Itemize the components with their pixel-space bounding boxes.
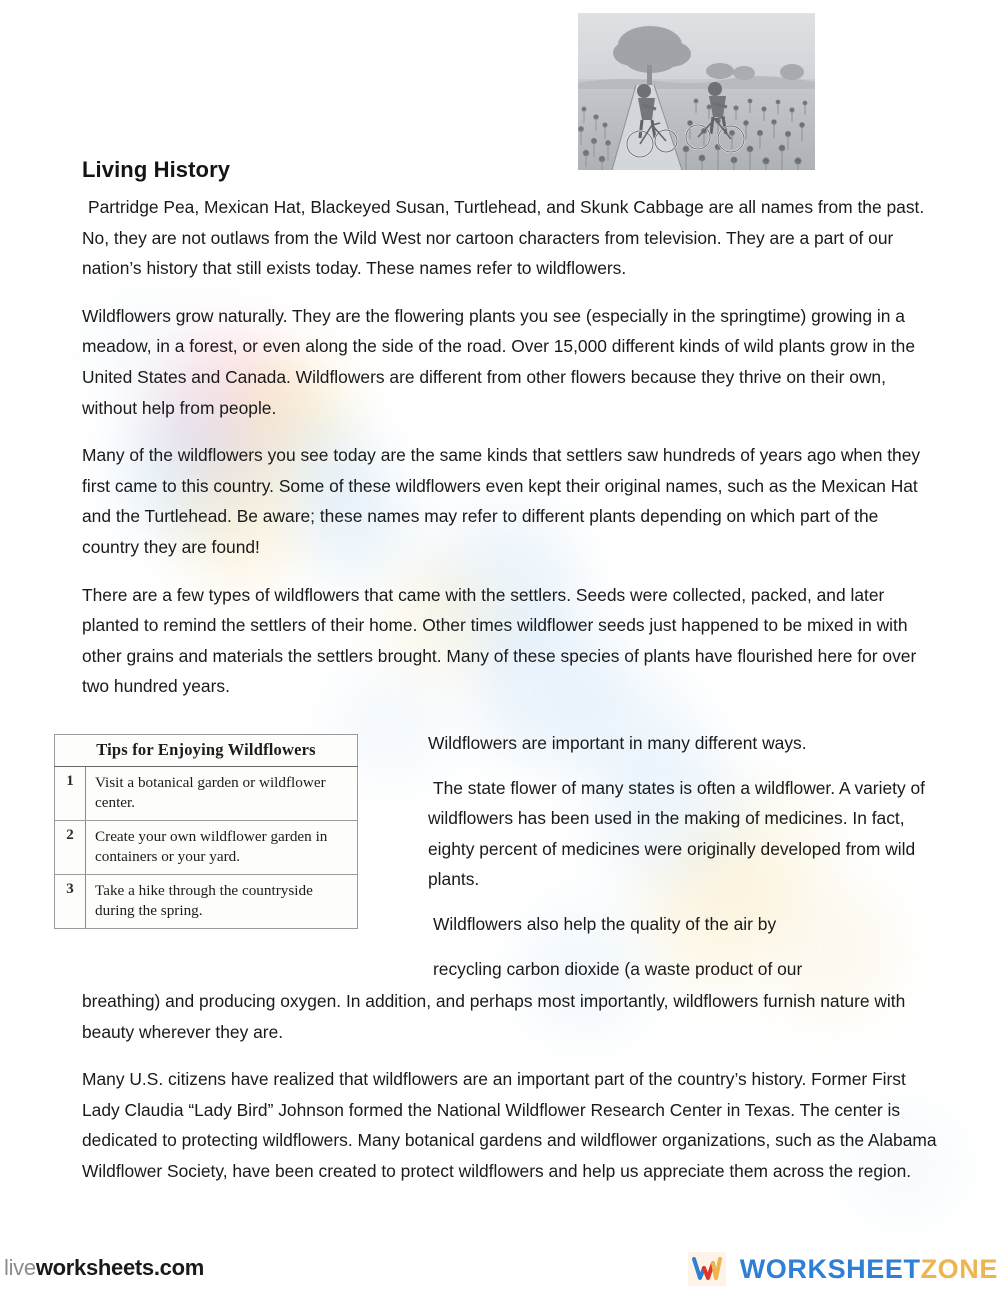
liveworksheets-brand-bold: worksheets.com [35,1255,205,1280]
right-paragraph-4: recycling carbon dioxide (a waste product of our [433,958,803,979]
paragraph-1: Partridge Pea, Mexican Hat, Blackeyed Susan, Turtlehead, and Skunk Cabbage are all names from the past. No, they are not outlaws from the Wild West nor cartoon characters from television. They are a part of our nation’s history that still exists today. These names refer to wildflowers. [82,197,925,279]
tip-number: 2 [55,821,86,875]
tail-paragraph-2: Many U.S. citizens have realized that wildflowers are an important part of the country’s history. Former First Lady Claudia “Lady Bird” Johnson formed the National Wildflower Research Center in Texas. The center is dedicated to protecting wildflowers. Many botanical gardens and wildflower organizations, such as the Alabama Wildflower Society, have been created to protect wildflowers and help us appreciate them across the region. [82,1069,937,1181]
tip-number: 3 [55,875,86,929]
table-row [55,875,358,929]
tips-for-enjoying-wildflowers-table [54,734,358,929]
right-paragraph-2: The state flower of many states is often a wildflower. A variety of wildflowers has been used in the making of medicines. In fact, eighty percent of medicines were originally developed from wild plants. [428,777,925,890]
tail-paragraph-1: breathing) and producing oxygen. In addition, and perhaps most importantly, wildflowers furnish nature with beauty wherever they are. [82,991,906,1042]
right-paragraph-1: Wildflowers are important in many different ways. [428,733,807,753]
worksheetzone-wordmark [740,1254,998,1285]
wordmark-worksheet: WORKSHEET [739,1253,921,1284]
paragraph-3: Many of the wildflowers you see today are the same kinds that settlers saw hundreds of years ago when they first came to this country. Some of these wildflowers even kept their original names, such as the Mexican Hat and the Turtlehead. Be aware; these names may refer to different plants depending on which part of the country they are found! [82,445,921,557]
tip-text: Take a hike through the countryside during the spring. [86,875,358,929]
tip-text: Create your own wildflower garden in containers or your yard. [86,821,358,875]
page-title: Living History [82,156,231,182]
worksheetzone-brand [688,1252,998,1286]
tips-table-caption: Tips for Enjoying Wildflowers [96,740,316,759]
right-column-text [428,728,940,998]
table-row [55,821,358,875]
article-body [82,192,940,719]
liveworksheets-brand-light: live [4,1255,36,1280]
wildflower-bikers-illustration [578,13,815,170]
tip-text: Visit a botanical garden or wildflower center. [86,767,358,821]
mid-section [0,728,1000,978]
paragraph-2: Wildflowers grow naturally. They are the flowering plants you see (especially in the springtime) growing in a meadow, in a forest, or even along the side of the road. Over 15,000 different kinds of wild plants grow in the United States and Canada. Wildflowers are different from other flowers because they thrive on their own, without help from people. [82,305,915,418]
right-paragraph-3: Wildflowers also help the quality of the air by [433,913,777,934]
tips-table-caption-cell [55,735,358,767]
page-footer [0,1248,1000,1291]
table-caption-row [55,735,358,767]
tail-body [82,986,940,1204]
table-row [55,767,358,821]
w-logo-icon [688,1252,726,1286]
liveworksheets-brand [4,1255,204,1281]
paragraph-4: There are a few types of wildflowers that came with the settlers. Seeds were collected, packed, and later planted to remind the settlers of their home. Other times wildflower seeds just happened to be mixed in with other grains and materials the settlers brought. Many of these species of plants have flourished here for over two hundred years. [82,584,917,697]
tip-number: 1 [55,767,86,821]
wordmark-zone: ZONE [920,1253,998,1284]
